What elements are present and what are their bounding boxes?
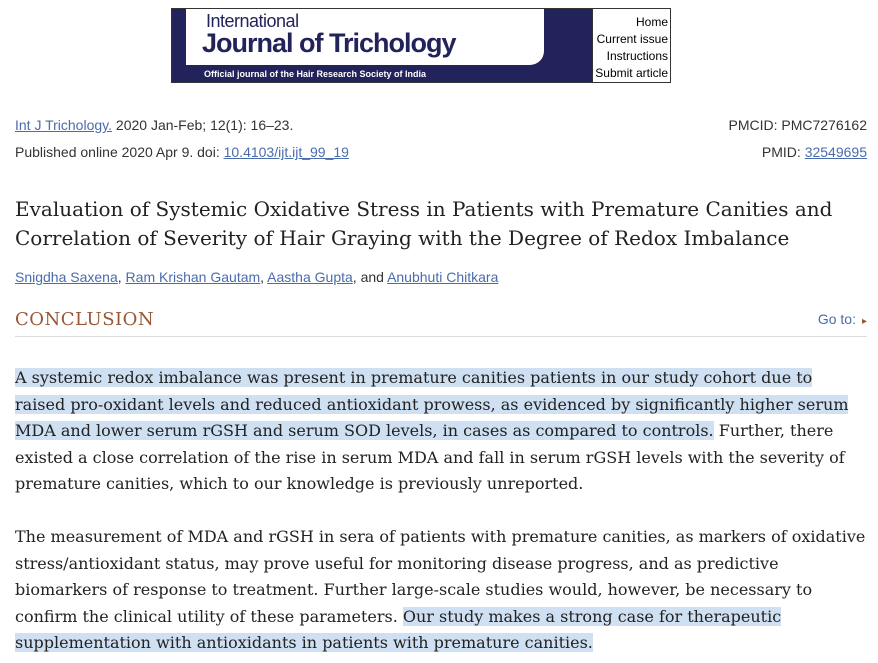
article-title xyxy=(15,195,855,253)
triangle-right-icon: ▸ xyxy=(861,316,867,327)
logo-line1: International xyxy=(206,11,299,31)
author-separator: , xyxy=(260,269,268,285)
citation-line xyxy=(15,117,293,133)
author-link[interactable]: Ram Krishan Gautam xyxy=(125,269,261,285)
author-link[interactable]: Anubhuti Chitkara xyxy=(387,269,499,285)
pmid-label: PMID: xyxy=(761,144,805,160)
author-link[interactable]: Aastha Gupta xyxy=(267,269,353,285)
doi-link[interactable]: 10.4103/ijt.ijt_99_19 xyxy=(223,144,349,160)
author-link[interactable]: Snigdha Saxena xyxy=(15,269,118,285)
nav-current-issue-link[interactable]: Current issue xyxy=(596,32,668,46)
logo-tagline: Official journal of the Hair Research Society of India xyxy=(204,69,427,79)
nav-submit-article-link[interactable]: Submit article xyxy=(595,66,668,80)
journal-logo[interactable] xyxy=(172,9,592,82)
published-prefix: Published online 2020 Apr 9. doi: xyxy=(15,144,224,160)
paragraph-text: Further, there existed a close correlation of the rise in serum MDA and fall in serum rGSH levels with the severity of premature canities, which to our knowledge is previously unreported. xyxy=(15,421,845,493)
highlighted-text: A systemic redox imbalance was present in premature canities patients in our study cohort due to raised pro-oxidant levels and reduced antioxidant prowess, as evidenced by significantly higher serum MDA and lower serum rGSH and serum SOD levels, in cases as compared to controls. xyxy=(15,368,849,440)
logo-line2: Journal of Trichology xyxy=(202,28,456,58)
pmcid: PMCID: PMC7276162 xyxy=(728,117,867,133)
author-list xyxy=(15,269,498,285)
title-line2: Correlation of Severity of Hair Graying with the Degree of Redox Imbalance xyxy=(15,226,790,250)
nav-home-link[interactable]: Home xyxy=(635,15,668,29)
journal-details: 2020 Jan-Feb; 12(1): 16–23. xyxy=(112,117,294,133)
journal-banner xyxy=(171,8,671,83)
author-separator: , and xyxy=(352,269,388,285)
conclusion-paragraph-1 xyxy=(15,365,867,498)
section-header xyxy=(15,307,867,337)
nav-instructions-link[interactable]: Instructions xyxy=(606,49,668,63)
journal-link[interactable]: Int J Trichology. xyxy=(15,117,113,133)
goto-label: Go to: xyxy=(817,311,856,327)
section-heading: CONCLUSION xyxy=(15,309,155,330)
banner-nav xyxy=(592,9,670,82)
published-line xyxy=(15,144,349,160)
title-line1: Evaluation of Systemic Oxidative Stress in Patients with Premature Canities and xyxy=(15,197,833,221)
pmid-link[interactable]: 32549695 xyxy=(804,144,867,160)
conclusion-paragraph-2 xyxy=(15,524,867,657)
paragraph-text: The measurement of MDA and rGSH in sera of patients with premature canities, as markers of oxidative stress/antioxidant status, may prove useful for monitoring disease progress, and as predictive biomarkers of response to treatment. Further large-scale studies would, however, be necessary to confirm the clinical utility of these parameters. xyxy=(15,527,866,626)
pmid-line xyxy=(762,144,867,160)
goto-menu[interactable] xyxy=(818,311,867,327)
author-separator: , xyxy=(117,269,126,285)
highlighted-text: Our study makes a strong case for therapeutic supplementation with antioxidants in patients with premature canities. xyxy=(15,606,782,652)
